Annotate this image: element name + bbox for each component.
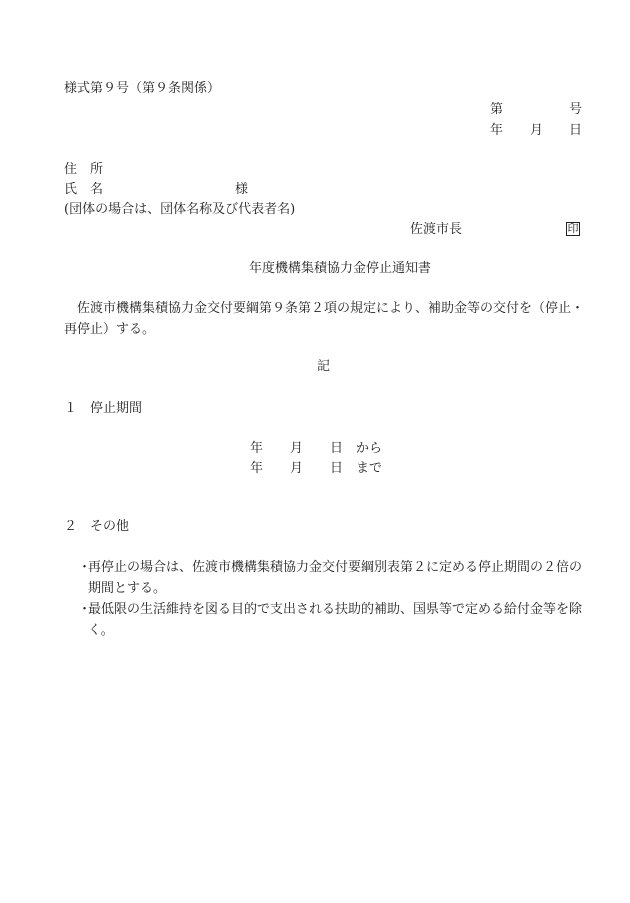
address-label: 住 所 (64, 162, 104, 177)
to-suffix: まで (356, 461, 383, 476)
to-day: 日 (330, 461, 344, 476)
bullet-text: 再停止の場合は、佐渡市機構集積協力金交付要綱別表第２に定める停止期間の２倍の期間とする。 (88, 560, 583, 596)
section1-heading: １ 停止期間 (64, 401, 143, 416)
section2-heading: ２ その他 (64, 519, 130, 534)
from-suffix: から (356, 441, 383, 456)
document-title: 年度機構集積協力金停止通知書 (249, 261, 432, 276)
to-month: 月 (290, 461, 304, 476)
bullet-mark: ・ (78, 602, 92, 617)
seal-mark: 印 (567, 222, 579, 235)
date-day: 日 (569, 123, 583, 138)
ki-heading: 記 (317, 359, 331, 374)
doc-number-suffix: 号 (569, 102, 583, 117)
honorific: 様 (235, 182, 249, 197)
body-paragraph: 佐渡市機構集積協力金交付要綱第９条第２項の規定により、補助金等の交付を（停止・再停止）する。 (64, 301, 585, 337)
sender-title: 佐渡市長 (410, 222, 463, 237)
date-year: 年 (490, 123, 504, 138)
org-note: (団体の場合は、団体名称及び代表者名) (64, 202, 296, 217)
from-year: 年 (250, 441, 264, 456)
name-label: 氏 名 (64, 182, 104, 197)
form-number: 様式第９号（第９条関係） (64, 81, 221, 96)
to-year: 年 (250, 461, 264, 476)
bullet-text: 最低限の生活維持を図る目的で支出される扶助的補助、国県等で定める給付金等を除く。 (88, 602, 583, 638)
doc-number-prefix: 第 (490, 102, 504, 117)
from-day: 日 (330, 441, 344, 456)
from-month: 月 (290, 441, 304, 456)
bullet-mark: ・ (78, 560, 92, 575)
date-month: 月 (530, 123, 544, 138)
